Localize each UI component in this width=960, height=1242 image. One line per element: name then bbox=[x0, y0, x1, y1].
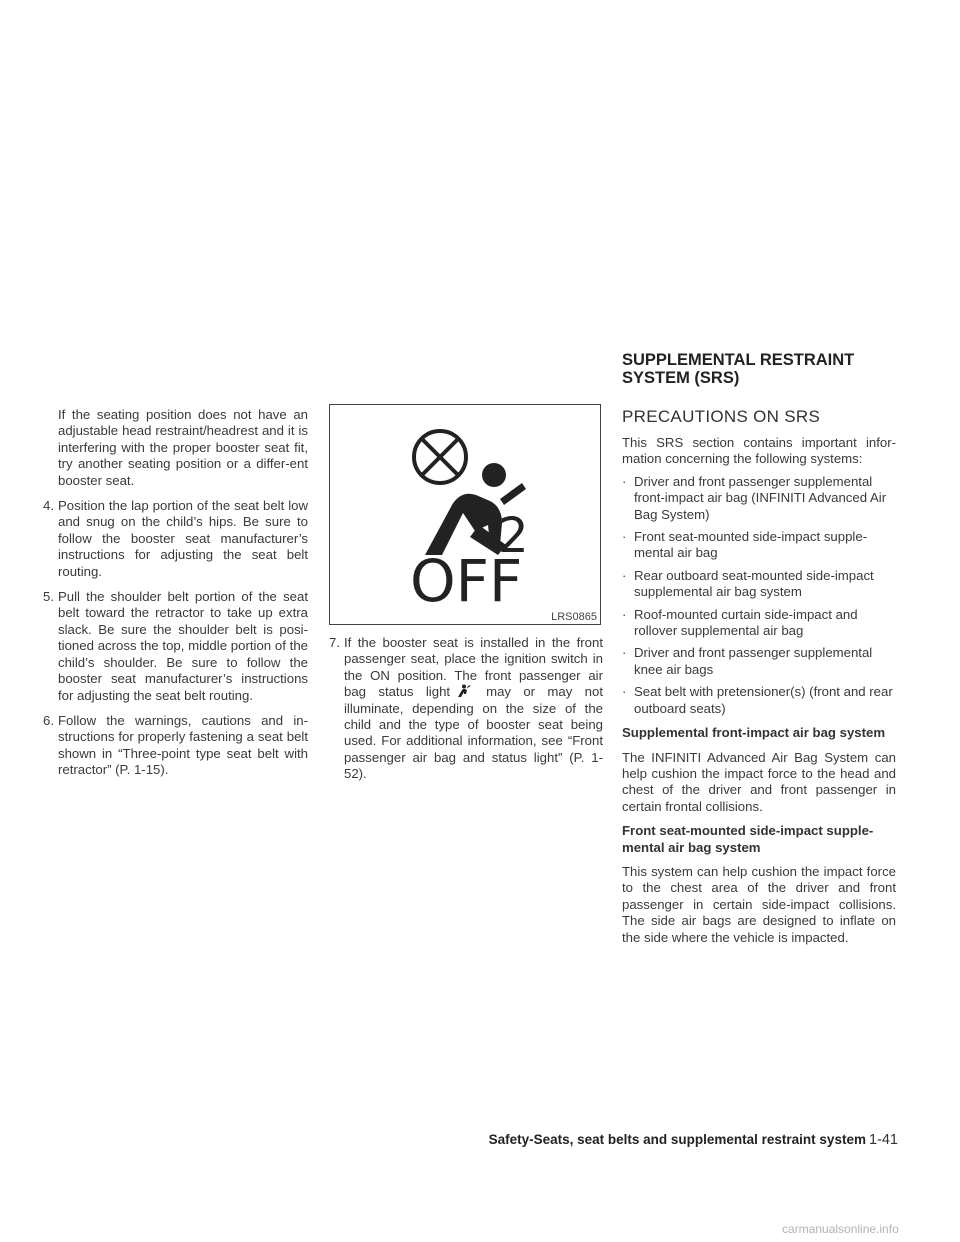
left-column bbox=[43, 407, 308, 779]
paragraph-side-impact: This system can help cushion the impact force to the chest area of the driver and front passenger in certain side-impact collisions. The side air bags are designed to inflate on the side where the vehicle is impacted. bbox=[622, 863, 896, 945]
subheading-side-impact: Front seat-mounted side-impact supple-mental air bag system bbox=[622, 823, 874, 855]
bullet-marker: · bbox=[622, 606, 627, 622]
bullet-marker: · bbox=[622, 473, 627, 489]
page-footer bbox=[452, 1132, 898, 1148]
list-item: · Rear outboard seat-mounted side-impact supplemental air bag system bbox=[622, 567, 874, 600]
list-item bbox=[43, 589, 308, 704]
item-text-after: may or may not illuminate, depending on the size of the child and the type of booster seat being used. For additional information, see “Front passenger air bag and status light” (P. 1-52). bbox=[344, 684, 603, 782]
list-item: · Front seat-mounted side-impact supple-mental air bag bbox=[622, 529, 868, 561]
list-item bbox=[43, 498, 308, 580]
list-item bbox=[43, 713, 308, 779]
list-item: · Driver and front passenger supplemental knee air bags bbox=[622, 645, 873, 677]
intro-paragraph: If the seating position does not have an adjustable head restraint/headrest and it is interfering with the proper booster seat fit, try another seating position or a differ-ent booster seat. bbox=[58, 407, 308, 488]
item-number: 6. bbox=[43, 712, 54, 728]
item-number: 7. bbox=[329, 635, 340, 650]
item-text: Pull the shoulder belt portion of the seat belt toward the retractor to take up extra slack. Be sure the shoulder belt is posi-tioned across the top, middle portion of the child’s shoulder. Be sure to follow the booster seat manufacturer’s instructions for adjusting the seat belt routing. bbox=[58, 589, 308, 703]
figure-digit: 2 bbox=[498, 508, 529, 564]
figure-airbag-off bbox=[329, 404, 601, 625]
watermark: carmanualsonline.info bbox=[782, 1222, 899, 1236]
airbag-status-icon bbox=[456, 684, 472, 698]
item-number: 4. bbox=[43, 498, 54, 514]
middle-column bbox=[329, 404, 603, 783]
bullet-marker: · bbox=[622, 567, 627, 583]
list-item: · Roof-mounted curtain side-impact and rollover supplemental air bag bbox=[622, 606, 858, 639]
subsection-heading: PRECAUTIONS ON SRS bbox=[622, 407, 821, 426]
srs-intro: This SRS section contains important infor-mation concerning the following systems: bbox=[622, 435, 896, 467]
figure-code: LRS0865 bbox=[551, 611, 597, 623]
bullet-marker: · bbox=[622, 529, 627, 545]
figure-off-label: OFF bbox=[410, 547, 523, 615]
page-number: 1-41 bbox=[868, 1132, 898, 1148]
item-text: Follow the warnings, cautions and in-structions for properly fastening a seat belt shown in “Three-point type seat belt with retractor” (P. 1-15). bbox=[58, 712, 308, 778]
subheading-front-impact: Supplemental front-impact air bag system bbox=[622, 725, 886, 741]
list-item: · Driver and front passenger supplemental front-impact air bag (INFINITI Advanced Air Bag System) bbox=[622, 473, 887, 522]
footer-title: Safety-Seats, seat belts and supplemental restraint system bbox=[488, 1132, 866, 1147]
list-item bbox=[329, 635, 603, 783]
item-text-before: If the booster seat is installed in the front passenger seat, place the ignition switch in the ON position. The front passenger air bag status light bbox=[344, 635, 603, 700]
list-item: · Seat belt with pretensioner(s) (front and rear outboard seats) bbox=[622, 684, 893, 716]
bullet-marker: · bbox=[622, 684, 627, 700]
passenger-airbag-off-icon bbox=[330, 405, 600, 624]
item-text: Position the lap portion of the seat belt low and snug on the child’s hips. Be sure to follow the booster seat manufacturer’s instructions for adjusting the seat belt routing. bbox=[58, 498, 308, 579]
right-column bbox=[622, 352, 896, 946]
item-number: 5. bbox=[43, 589, 54, 605]
section-heading: SUPPLEMENTAL RESTRAINT SYSTEM (SRS) bbox=[622, 351, 855, 387]
bullet-marker: · bbox=[622, 645, 627, 661]
paragraph-front-impact: The INFINITI Advanced Air Bag System can help cushion the impact force to the head and chest of the driver and front passenger in certain frontal collisions. bbox=[622, 749, 896, 814]
